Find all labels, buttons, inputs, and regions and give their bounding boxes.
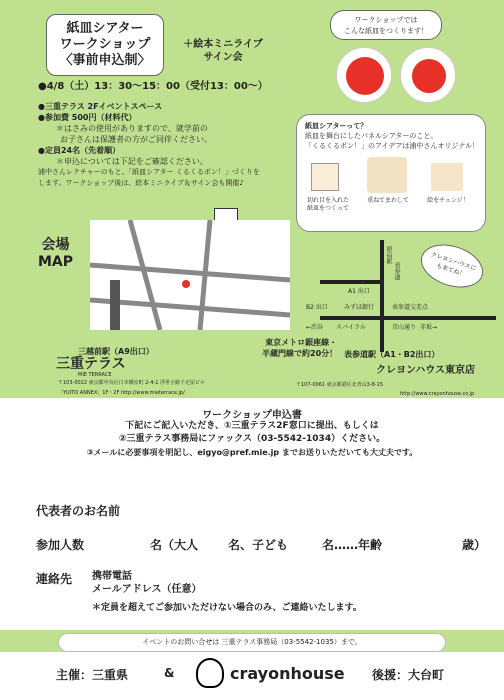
event-title-line: 〈事前申込制〉 — [59, 53, 151, 68]
info-line: 「くるくるポン！」のアイデアは浦中さんオリジナル！ — [305, 142, 480, 150]
footer-bar — [0, 652, 504, 700]
count-children[interactable]: 名、子ども — [228, 538, 289, 552]
organizer: 主催：三重県 — [56, 668, 129, 682]
paper-plate-illustration — [336, 47, 392, 103]
event-title-box — [46, 14, 164, 76]
instruction-line: 下記にご記入いただき、①三重テラス2F窓口に提出、もしくは — [125, 421, 379, 431]
map-label-crossing: 表参道交差点 — [392, 304, 429, 311]
store-name: クレヨンハウス東京店 — [376, 365, 475, 376]
apple-icon — [412, 59, 446, 93]
contact-label: 連絡先 — [36, 572, 73, 586]
detail-note: ＊はさみの使用がありますので、就学前の — [56, 124, 208, 133]
bubble-line: こんな紙皿をつくります！ — [344, 27, 428, 35]
form-heading: ワークショップ申込書 — [202, 410, 302, 421]
detail-note: ＊申込については下記をご確認ください。 — [56, 157, 208, 166]
form-note: ＊定員を超えてご参加いただけない場合のみ、ご連絡いたします。 — [92, 603, 362, 613]
ampersand: & — [164, 666, 175, 680]
phone-field[interactable]: 携帯電話 — [92, 571, 132, 582]
event-details — [38, 101, 288, 189]
plate-speech-bubble — [330, 10, 442, 40]
step2-label: 重ねてまわして — [367, 197, 409, 204]
mie-terrace-logo-sub: MIE TERRACE — [78, 372, 112, 378]
right-url: http://www.crayonhouse.co.jp — [400, 391, 475, 397]
detail-fee: ●参加費 500円（材料代） — [38, 113, 137, 122]
right-station: 表参道駅（A1・B2出口） — [344, 350, 440, 359]
map-label-b2: B2 出口 — [306, 304, 328, 311]
detail-desc: します。ワークショップ後は、絵本ミニライブ＆サイン会も開催♪ — [38, 179, 244, 187]
step3-image — [431, 163, 463, 191]
form-instructions — [0, 420, 504, 459]
count-ages[interactable]: 名……年齢 — [322, 538, 383, 552]
map-label-bank: みずほ銀行 — [344, 304, 375, 311]
info-bubble — [296, 114, 486, 232]
route-line: 東京メトロ銀座線・ — [265, 338, 338, 347]
contact-fields — [92, 570, 202, 596]
left-building: 「YUITO ANNEX」1F・2F http://www.mieterrace.jp/ — [58, 390, 185, 396]
map-label-shibuya: ←渋谷 — [306, 324, 324, 331]
subtitle-line: サイン会 — [203, 52, 243, 63]
cat-logo-icon — [196, 658, 224, 688]
map-heading-line: MAP — [38, 254, 74, 270]
left-map — [90, 220, 290, 330]
instruction-line: ②三重テラス事務局にファックス（03-5542-1034）ください。 — [118, 434, 386, 444]
map-heading-line: 会場 — [41, 237, 70, 253]
step1-label: 切れ目を入れた紙皿をつくって — [306, 197, 349, 212]
route-line: 半蔵門線で約20分！ — [262, 349, 338, 358]
event-title-line: ワークショップ — [59, 37, 151, 52]
step1-image — [311, 163, 339, 191]
map-label-a1: A1 出口 — [348, 288, 370, 295]
map-label-spiral: スパイラル — [336, 324, 366, 331]
detail-desc: 浦中さんレクチャーのもと、「紙皿シアター くるくるポン！」づくりを — [38, 168, 260, 176]
step3-label: 絵をチェンジ！ — [427, 197, 469, 204]
crayonhouse-bubble: クレヨンハウスにも来てね！ — [415, 237, 488, 295]
event-date: ●4/8（土）13：30〜15：00（受付13：00〜） — [38, 81, 268, 92]
participants-label: 参加人数 — [36, 538, 85, 552]
count-adults[interactable]: 名（大人 — [150, 538, 199, 552]
right-address: 〒107-0061 東京都港区北青山3-8-15 — [296, 382, 383, 388]
mie-terrace-logo: 三重テラス — [56, 356, 126, 372]
sponsor: 後援：大台町 — [372, 668, 445, 682]
detail-venue: ●三重テラス 2Fイベントスペース — [38, 102, 163, 111]
map-label-akasaka: 赤坂→ — [420, 324, 438, 331]
left-address: 〒103-0022 東京都中央区日本橋室町 2-4-1 浮世小路千疋屋ビル — [58, 380, 205, 386]
map-label-harajuku: 原宿駅 — [385, 246, 392, 264]
event-subtitle — [168, 38, 278, 64]
application-form — [0, 398, 504, 630]
left-map-roads — [90, 220, 290, 330]
detail-note: お子さんは保護者の方がご同伴ください。 — [60, 135, 212, 144]
crayonhouse-logo: crayonhouse — [230, 664, 345, 683]
email-field[interactable]: メールアドレス（任意） — [92, 584, 202, 595]
detail-capacity: ●定員24名（先着順） — [38, 146, 121, 155]
red-plate-center — [346, 57, 384, 95]
subtitle-line: ＋絵本ミニライブ — [183, 39, 263, 50]
info-heading: 紙皿シアターって？ — [305, 122, 368, 130]
instruction-line: ③メールに必要事項を明記し、eigyo@pref.mie.jp までお送りいただいても大丈夫です。 — [86, 448, 418, 457]
map-heading — [38, 237, 73, 271]
inquiry-pill: イベントのお問い合せは 三重テラス事務局（03-5542-1035）まで。 — [58, 633, 446, 652]
left-station: 三越前駅（A9出口） — [78, 347, 154, 356]
paper-plate-apple — [400, 47, 456, 103]
bubble-line: ワークショップでは — [354, 16, 418, 24]
count-age-suffix: 歳） — [462, 538, 487, 552]
representative-name-label: 代表者のお名前 — [36, 504, 121, 518]
event-title-line: 紙皿シアター — [66, 21, 144, 36]
map-label-aoyama: 青山通り — [392, 324, 417, 331]
info-line: 紙皿を舞台にしたパネルシアターのこと。 — [305, 132, 438, 140]
step2-image — [367, 157, 407, 193]
map-label-omotesando: 表参道 — [393, 262, 400, 280]
